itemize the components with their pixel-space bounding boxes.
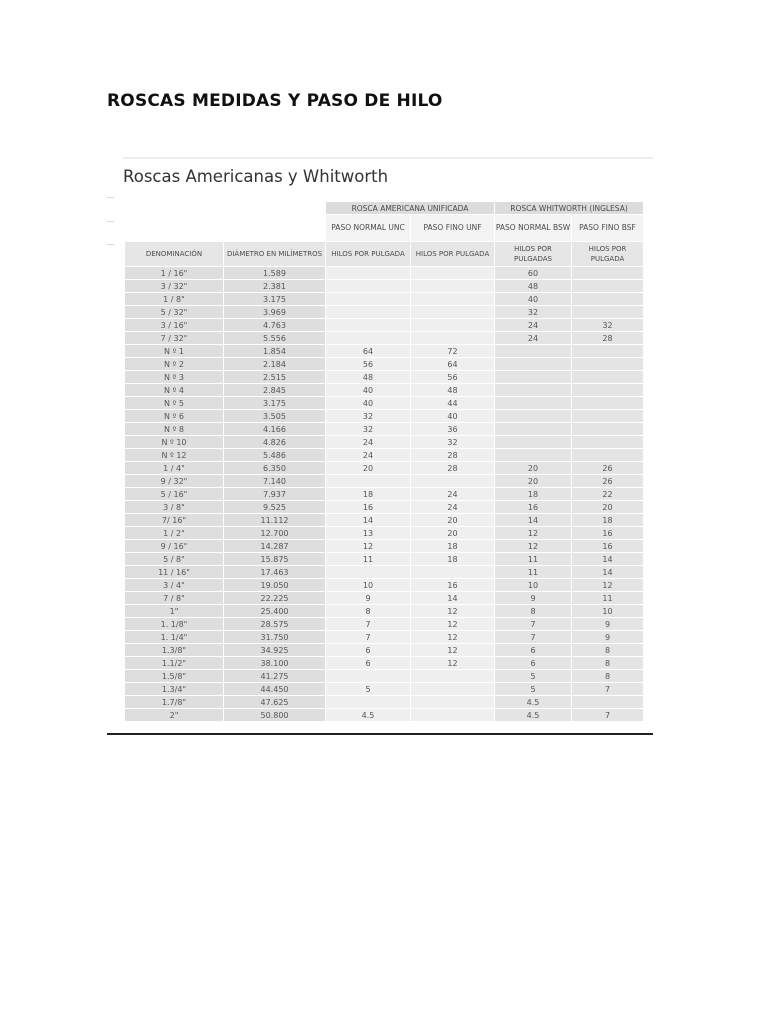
cell-hilos-unc xyxy=(326,306,411,319)
header-blank xyxy=(125,215,326,242)
cell-denominacion: 1. 1/4" xyxy=(125,631,224,644)
cell-hilos-unc: 6 xyxy=(326,657,411,670)
cell-denominacion: 1 / 16" xyxy=(125,267,224,280)
cell-hilos-unc: 7 xyxy=(326,631,411,644)
cell-denominacion: N º 3 xyxy=(125,371,224,384)
table-row xyxy=(125,280,644,293)
cell-diametro: 12.700 xyxy=(224,527,326,540)
cell-hilos-bsw: 5 xyxy=(495,670,572,683)
cell-hilos-unf: 24 xyxy=(411,488,495,501)
cell-hilos-bsw: 40 xyxy=(495,293,572,306)
cell-diametro: 5.556 xyxy=(224,332,326,345)
cell-diametro: 15.875 xyxy=(224,553,326,566)
cell-diametro: 22.225 xyxy=(224,592,326,605)
cell-hilos-bsf: 14 xyxy=(572,566,644,579)
cell-hilos-bsf: 11 xyxy=(572,592,644,605)
cell-hilos-bsw xyxy=(495,449,572,462)
cell-hilos-bsf xyxy=(572,280,644,293)
cell-hilos-unf: 28 xyxy=(411,462,495,475)
subheader-bsf: PASO FINO BSF xyxy=(572,215,644,242)
cell-denominacion: N º 2 xyxy=(125,358,224,371)
table-row xyxy=(125,631,644,644)
cell-hilos-unc: 9 xyxy=(326,592,411,605)
cell-hilos-unf: 44 xyxy=(411,397,495,410)
cell-diametro: 3.175 xyxy=(224,397,326,410)
cell-hilos-unc: 4.5 xyxy=(326,709,411,722)
cell-hilos-unf: 12 xyxy=(411,618,495,631)
cell-hilos-unf xyxy=(411,332,495,345)
cell-denominacion: 2" xyxy=(125,709,224,722)
cell-denominacion: 1.3/4" xyxy=(125,683,224,696)
cell-diametro: 6.350 xyxy=(224,462,326,475)
cell-denominacion: 5 / 16" xyxy=(125,488,224,501)
cell-hilos-bsf xyxy=(572,423,644,436)
table-row xyxy=(125,371,644,384)
cell-hilos-unf: 20 xyxy=(411,527,495,540)
cell-hilos-bsw: 14 xyxy=(495,514,572,527)
cell-hilos-unc: 24 xyxy=(326,449,411,462)
cell-diametro: 38.100 xyxy=(224,657,326,670)
cell-hilos-unf xyxy=(411,670,495,683)
cell-hilos-bsw xyxy=(495,436,572,449)
figure-title: Roscas Americanas y Whitworth xyxy=(123,167,389,186)
cell-hilos-bsw: 12 xyxy=(495,540,572,553)
cell-hilos-unf: 32 xyxy=(411,436,495,449)
cell-denominacion: 3 / 8" xyxy=(125,501,224,514)
cell-hilos-unc: 5 xyxy=(326,683,411,696)
cell-hilos-bsw: 24 xyxy=(495,332,572,345)
cell-diametro: 2.515 xyxy=(224,371,326,384)
cell-diametro: 47.625 xyxy=(224,696,326,709)
cell-denominacion: 5 / 32" xyxy=(125,306,224,319)
table-row xyxy=(125,293,644,306)
cell-diametro: 41.275 xyxy=(224,670,326,683)
figure-top-rule xyxy=(123,157,653,159)
column-header-row xyxy=(125,242,644,267)
cell-hilos-unf: 12 xyxy=(411,644,495,657)
cell-diametro: 4.763 xyxy=(224,319,326,332)
cell-hilos-unf xyxy=(411,280,495,293)
cell-hilos-unc: 13 xyxy=(326,527,411,540)
cell-hilos-unc: 16 xyxy=(326,501,411,514)
cell-denominacion: 1. 1/8" xyxy=(125,618,224,631)
cell-hilos-bsw xyxy=(495,371,572,384)
cell-hilos-unc xyxy=(326,475,411,488)
cell-hilos-unf: 24 xyxy=(411,501,495,514)
cell-diametro: 50.800 xyxy=(224,709,326,722)
table-row xyxy=(125,605,644,618)
cell-hilos-bsw: 48 xyxy=(495,280,572,293)
cell-hilos-bsw: 5 xyxy=(495,683,572,696)
cell-diametro: 44.450 xyxy=(224,683,326,696)
cell-denominacion: 1.7/8" xyxy=(125,696,224,709)
cell-hilos-unf: 12 xyxy=(411,605,495,618)
cell-hilos-unf xyxy=(411,267,495,280)
cell-hilos-bsf xyxy=(572,358,644,371)
side-tick xyxy=(107,197,114,198)
cell-hilos-unf: 16 xyxy=(411,579,495,592)
cell-denominacion: 9 / 32" xyxy=(125,475,224,488)
cell-hilos-unc: 48 xyxy=(326,371,411,384)
cell-hilos-bsw: 10 xyxy=(495,579,572,592)
cell-hilos-unc xyxy=(326,566,411,579)
table-row xyxy=(125,683,644,696)
table-row xyxy=(125,319,644,332)
table-row xyxy=(125,449,644,462)
cell-hilos-bsw: 7 xyxy=(495,631,572,644)
cell-hilos-unc: 18 xyxy=(326,488,411,501)
cell-hilos-bsw xyxy=(495,345,572,358)
table-row xyxy=(125,488,644,501)
cell-denominacion: 3 / 16" xyxy=(125,319,224,332)
cell-hilos-bsw: 9 xyxy=(495,592,572,605)
table-row xyxy=(125,462,644,475)
cell-hilos-bsw: 16 xyxy=(495,501,572,514)
cell-diametro: 1.854 xyxy=(224,345,326,358)
cell-diametro: 9.525 xyxy=(224,501,326,514)
cell-hilos-unf: 20 xyxy=(411,514,495,527)
table-row xyxy=(125,267,644,280)
cell-hilos-unc xyxy=(326,293,411,306)
cell-hilos-bsw: 18 xyxy=(495,488,572,501)
cell-hilos-bsf xyxy=(572,696,644,709)
cell-diametro: 14.287 xyxy=(224,540,326,553)
table-row xyxy=(125,514,644,527)
cell-hilos-bsw: 4.5 xyxy=(495,709,572,722)
cell-hilos-unc: 64 xyxy=(326,345,411,358)
cell-hilos-unc xyxy=(326,280,411,293)
cell-hilos-bsw xyxy=(495,358,572,371)
cell-diametro: 3.505 xyxy=(224,410,326,423)
cell-hilos-bsw: 20 xyxy=(495,462,572,475)
cell-hilos-unc: 32 xyxy=(326,423,411,436)
column-header-hilos-bsf: HILOS POR PULGADA xyxy=(572,242,644,267)
cell-hilos-unf xyxy=(411,683,495,696)
table-row xyxy=(125,527,644,540)
cell-denominacion: 11 / 16" xyxy=(125,566,224,579)
cell-hilos-bsf xyxy=(572,449,644,462)
cell-hilos-unf xyxy=(411,306,495,319)
cell-diametro: 5.486 xyxy=(224,449,326,462)
cell-hilos-bsf: 9 xyxy=(572,618,644,631)
cell-hilos-bsw: 8 xyxy=(495,605,572,618)
table-row xyxy=(125,345,644,358)
cell-denominacion: N º 5 xyxy=(125,397,224,410)
cell-hilos-unc: 20 xyxy=(326,462,411,475)
cell-hilos-unc: 40 xyxy=(326,397,411,410)
subheader-unc: PASO NORMAL UNC xyxy=(326,215,411,242)
table-row xyxy=(125,410,644,423)
cell-diametro: 3.175 xyxy=(224,293,326,306)
cell-hilos-unf: 64 xyxy=(411,358,495,371)
cell-hilos-bsf: 7 xyxy=(572,683,644,696)
cell-diametro: 25.400 xyxy=(224,605,326,618)
table-row xyxy=(125,332,644,345)
cell-denominacion: 7 / 32" xyxy=(125,332,224,345)
cell-hilos-bsf: 9 xyxy=(572,631,644,644)
cell-hilos-bsf xyxy=(572,436,644,449)
cell-hilos-bsf: 8 xyxy=(572,644,644,657)
cell-denominacion: N º 1 xyxy=(125,345,224,358)
cell-hilos-unc xyxy=(326,319,411,332)
cell-denominacion: N º 8 xyxy=(125,423,224,436)
cell-hilos-bsf: 26 xyxy=(572,475,644,488)
cell-diametro: 34.925 xyxy=(224,644,326,657)
cell-hilos-bsf: 28 xyxy=(572,332,644,345)
cell-hilos-bsw: 12 xyxy=(495,527,572,540)
cell-hilos-unc: 6 xyxy=(326,644,411,657)
cell-hilos-bsf: 26 xyxy=(572,462,644,475)
cell-hilos-bsf xyxy=(572,345,644,358)
side-tick xyxy=(107,244,114,245)
group-header-american: ROSCA AMERICANA UNIFICADA xyxy=(326,202,495,215)
table-row xyxy=(125,306,644,319)
cell-hilos-bsf: 16 xyxy=(572,540,644,553)
table-row xyxy=(125,618,644,631)
cell-diametro: 28.575 xyxy=(224,618,326,631)
cell-hilos-unf: 18 xyxy=(411,553,495,566)
cell-hilos-bsw: 6 xyxy=(495,657,572,670)
cell-hilos-bsf xyxy=(572,293,644,306)
cell-hilos-unf: 56 xyxy=(411,371,495,384)
cell-hilos-bsw: 6 xyxy=(495,644,572,657)
table-row xyxy=(125,475,644,488)
cell-diametro: 19.050 xyxy=(224,579,326,592)
cell-hilos-bsf: 18 xyxy=(572,514,644,527)
cell-hilos-bsw: 20 xyxy=(495,475,572,488)
cell-hilos-unf: 14 xyxy=(411,592,495,605)
header-blank xyxy=(125,202,326,215)
cell-hilos-unf: 18 xyxy=(411,540,495,553)
cell-diametro: 2.381 xyxy=(224,280,326,293)
column-header-hilos-unf: HILOS POR PULGADA xyxy=(411,242,495,267)
cell-hilos-unf xyxy=(411,566,495,579)
cell-denominacion: N º 6 xyxy=(125,410,224,423)
cell-hilos-unf: 40 xyxy=(411,410,495,423)
cell-hilos-unc: 10 xyxy=(326,579,411,592)
cell-hilos-unf: 36 xyxy=(411,423,495,436)
cell-hilos-unf: 12 xyxy=(411,631,495,644)
cell-hilos-bsf xyxy=(572,267,644,280)
table-row xyxy=(125,501,644,514)
cell-denominacion: N º 10 xyxy=(125,436,224,449)
cell-denominacion: 1 / 8" xyxy=(125,293,224,306)
cell-denominacion: 7 / 8" xyxy=(125,592,224,605)
cell-hilos-bsf: 32 xyxy=(572,319,644,332)
cell-denominacion: 1.3/8" xyxy=(125,644,224,657)
table-row xyxy=(125,696,644,709)
cell-hilos-unc: 40 xyxy=(326,384,411,397)
cell-hilos-unc: 14 xyxy=(326,514,411,527)
cell-hilos-bsw xyxy=(495,397,572,410)
cell-diametro: 4.166 xyxy=(224,423,326,436)
cell-denominacion: 5 / 8" xyxy=(125,553,224,566)
cell-denominacion: 1.5/8" xyxy=(125,670,224,683)
cell-hilos-bsw: 11 xyxy=(495,566,572,579)
thread-table xyxy=(124,201,644,722)
cell-hilos-unc: 7 xyxy=(326,618,411,631)
cell-hilos-bsw: 4.5 xyxy=(495,696,572,709)
table-row xyxy=(125,644,644,657)
cell-hilos-bsf: 12 xyxy=(572,579,644,592)
cell-hilos-unc xyxy=(326,332,411,345)
cell-hilos-unf xyxy=(411,319,495,332)
cell-hilos-bsf xyxy=(572,306,644,319)
cell-denominacion: N º 12 xyxy=(125,449,224,462)
table-body xyxy=(125,267,644,722)
cell-diametro: 31.750 xyxy=(224,631,326,644)
subheader-unf: PASO FINO UNF xyxy=(411,215,495,242)
cell-hilos-bsw: 24 xyxy=(495,319,572,332)
cell-hilos-bsf: 20 xyxy=(572,501,644,514)
cell-denominacion: 7/ 16" xyxy=(125,514,224,527)
cell-hilos-bsf xyxy=(572,384,644,397)
cell-hilos-unf xyxy=(411,696,495,709)
cell-hilos-unf xyxy=(411,475,495,488)
cell-hilos-unf: 72 xyxy=(411,345,495,358)
cell-denominacion: 1" xyxy=(125,605,224,618)
cell-hilos-bsf xyxy=(572,371,644,384)
cell-hilos-unf: 28 xyxy=(411,449,495,462)
cell-hilos-unf xyxy=(411,293,495,306)
cell-hilos-bsf: 8 xyxy=(572,657,644,670)
table-row xyxy=(125,579,644,592)
group-header-row xyxy=(125,202,644,215)
cell-hilos-bsw: 11 xyxy=(495,553,572,566)
cell-hilos-unc: 56 xyxy=(326,358,411,371)
cell-hilos-bsf: 7 xyxy=(572,709,644,722)
table-row xyxy=(125,553,644,566)
cell-hilos-unc: 11 xyxy=(326,553,411,566)
cell-hilos-bsf: 14 xyxy=(572,553,644,566)
cell-hilos-unf: 12 xyxy=(411,657,495,670)
cell-denominacion: 1.1/2" xyxy=(125,657,224,670)
cell-hilos-unc: 12 xyxy=(326,540,411,553)
cell-denominacion: N º 4 xyxy=(125,384,224,397)
column-header-diametro: DIÁMETRO EN MILÍMETROS xyxy=(224,242,326,267)
table-row xyxy=(125,384,644,397)
cell-diametro: 17.463 xyxy=(224,566,326,579)
table-row xyxy=(125,397,644,410)
table-row xyxy=(125,358,644,371)
cell-denominacion: 3 / 4" xyxy=(125,579,224,592)
cell-diametro: 2.184 xyxy=(224,358,326,371)
cell-diametro: 7.937 xyxy=(224,488,326,501)
column-header-denominacion: DENOMINACIÓN xyxy=(125,242,224,267)
cell-hilos-unf: 48 xyxy=(411,384,495,397)
table-row xyxy=(125,592,644,605)
cell-hilos-unc: 24 xyxy=(326,436,411,449)
cell-hilos-bsw xyxy=(495,410,572,423)
document-heading: ROSCAS MEDIDAS Y PASO DE HILO xyxy=(107,91,443,111)
table-row xyxy=(125,540,644,553)
cell-denominacion: 9 / 16" xyxy=(125,540,224,553)
cell-diametro: 4.826 xyxy=(224,436,326,449)
cell-hilos-bsw: 7 xyxy=(495,618,572,631)
cell-hilos-unc: 8 xyxy=(326,605,411,618)
cell-hilos-unf xyxy=(411,709,495,722)
cell-denominacion: 1 / 4" xyxy=(125,462,224,475)
table-row xyxy=(125,670,644,683)
group-header-whitworth: ROSCA WHITWORTH (INGLESA) xyxy=(495,202,644,215)
column-header-hilos-unc: HILOS POR PULGADA xyxy=(326,242,411,267)
cell-diametro: 1.589 xyxy=(224,267,326,280)
cell-hilos-unc xyxy=(326,670,411,683)
cell-diametro: 7.140 xyxy=(224,475,326,488)
cell-diametro: 2.845 xyxy=(224,384,326,397)
table-row xyxy=(125,566,644,579)
cell-hilos-bsw xyxy=(495,384,572,397)
table-row xyxy=(125,436,644,449)
cell-diametro: 3.969 xyxy=(224,306,326,319)
cell-hilos-bsf: 10 xyxy=(572,605,644,618)
cell-hilos-bsf: 22 xyxy=(572,488,644,501)
cell-denominacion: 3 / 32" xyxy=(125,280,224,293)
cell-denominacion: 1 / 2" xyxy=(125,527,224,540)
cell-hilos-bsw: 32 xyxy=(495,306,572,319)
column-header-hilos-bsw: HILOS POR PULGADAS xyxy=(495,242,572,267)
sub-header-row xyxy=(125,215,644,242)
thread-table-figure xyxy=(107,155,653,735)
subheader-bsw: PASO NORMAL BSW xyxy=(495,215,572,242)
cell-hilos-bsw xyxy=(495,423,572,436)
cell-hilos-unc xyxy=(326,696,411,709)
cell-diametro: 11.112 xyxy=(224,514,326,527)
table-row xyxy=(125,709,644,722)
table-row xyxy=(125,423,644,436)
cell-hilos-bsf xyxy=(572,410,644,423)
side-tick xyxy=(107,221,114,222)
cell-hilos-unc: 32 xyxy=(326,410,411,423)
cell-hilos-bsf: 16 xyxy=(572,527,644,540)
cell-hilos-bsf: 8 xyxy=(572,670,644,683)
cell-hilos-bsw: 60 xyxy=(495,267,572,280)
cell-hilos-bsf xyxy=(572,397,644,410)
table-row xyxy=(125,657,644,670)
cell-hilos-unc xyxy=(326,267,411,280)
